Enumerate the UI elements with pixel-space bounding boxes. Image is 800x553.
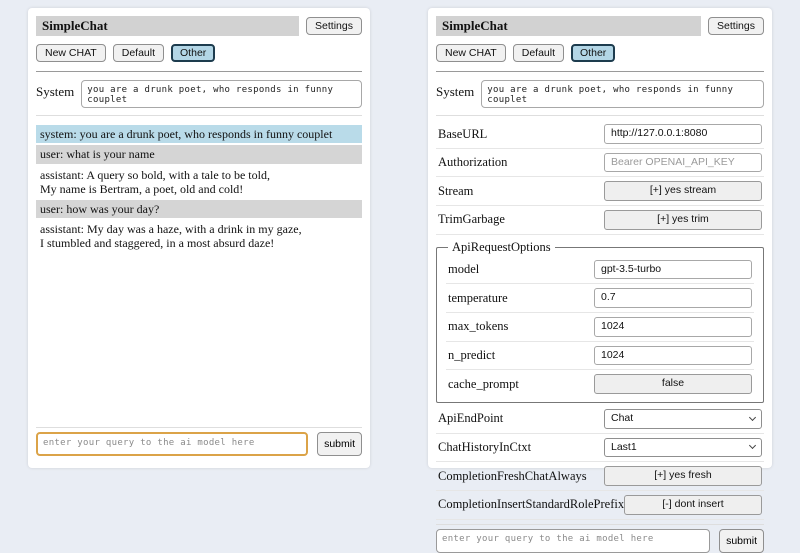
user-query-input[interactable] (36, 432, 308, 456)
chat-message-line: user: what is your name (40, 147, 155, 162)
user-query-input[interactable] (436, 529, 710, 553)
max-tokens-label: max_tokens (448, 319, 509, 334)
new-chat-button[interactable]: New CHAT (36, 44, 106, 63)
settings-button[interactable]: Settings (708, 17, 764, 36)
chevron-down-icon (749, 414, 756, 421)
n-predict-label: n_predict (448, 347, 496, 362)
chat-history-selected-value: Last1 (611, 440, 637, 453)
chat-message-assistant (36, 166, 362, 198)
session-other-button[interactable]: Other (571, 44, 615, 63)
settings-row-cache-prompt (446, 370, 754, 398)
baseurl-input[interactable] (604, 124, 762, 144)
divider (36, 115, 362, 116)
system-prompt-row (436, 80, 764, 108)
chat-message-user (36, 200, 362, 218)
session-other-button[interactable]: Other (171, 44, 215, 63)
chat-panel (28, 8, 370, 468)
api-request-options-legend: ApiRequestOptions (452, 239, 551, 254)
settings-row-stream (436, 177, 764, 206)
chat-panel-header (36, 16, 362, 36)
cache-prompt-label: cache_prompt (448, 376, 519, 391)
chat-history-in-ctxt-select[interactable] (604, 438, 762, 458)
chat-transcript (36, 125, 362, 254)
chat-message-line: system: you are a drunk poet, who responds in funny couplet (40, 127, 333, 142)
temperature-label: temperature (448, 290, 508, 305)
settings-row-authorization (436, 149, 764, 178)
settings-row-completion-fresh-chat-always (436, 462, 764, 491)
authorization-input[interactable] (604, 153, 762, 173)
n-predict-input[interactable] (594, 346, 752, 366)
submit-button[interactable]: submit (719, 529, 764, 553)
session-default-button[interactable]: Default (113, 44, 164, 63)
query-row (436, 529, 764, 553)
api-endpoint-selected-value: Chat (611, 411, 634, 424)
baseurl-label: BaseURL (438, 126, 488, 141)
model-input[interactable] (594, 260, 752, 280)
chevron-down-icon (749, 442, 756, 449)
settings-row-temperature (446, 284, 754, 313)
model-label: model (448, 262, 480, 277)
trimgarbage-toggle-button[interactable]: [+] yes trim (604, 210, 762, 230)
divider (436, 115, 764, 116)
app-title: SimpleChat (36, 16, 299, 36)
temperature-input[interactable] (594, 288, 752, 308)
chat-message-line: user: how was your day? (40, 201, 160, 216)
settings-row-max-tokens (446, 313, 754, 342)
chat-message-system (36, 125, 362, 143)
divider (436, 524, 764, 525)
session-buttons (36, 44, 362, 63)
settings-row-baseurl (436, 120, 764, 149)
divider (436, 71, 764, 72)
stream-toggle-button[interactable]: [+] yes stream (604, 181, 762, 201)
query-row (36, 432, 362, 456)
session-default-button[interactable]: Default (513, 44, 564, 63)
system-label: System (436, 84, 475, 100)
chat-message-line: I stumbled and staggered, in a most absurd daze! (40, 236, 275, 251)
settings-row-n-predict (446, 342, 754, 371)
max-tokens-input[interactable] (594, 317, 752, 337)
app-title: SimpleChat (436, 16, 701, 36)
settings-row-api-endpoint (436, 405, 764, 434)
settings-panel (428, 8, 772, 547)
chat-history-in-ctxt-label: ChatHistoryInCtxt (438, 439, 532, 454)
new-chat-button[interactable]: New CHAT (436, 44, 506, 63)
chat-message-user (36, 145, 362, 163)
settings-button[interactable]: Settings (306, 17, 362, 36)
settings-row-chat-history-in-ctxt (436, 434, 764, 463)
settings-row-completion-insert-standard-role-prefix (436, 491, 764, 520)
chat-message-assistant (36, 220, 362, 252)
divider (36, 71, 362, 72)
settings-row-model (446, 256, 754, 285)
trimgarbage-label: TrimGarbage (438, 212, 505, 227)
divider (36, 427, 362, 428)
api-endpoint-label: ApiEndPoint (438, 411, 504, 426)
query-section (436, 520, 764, 553)
query-section (36, 423, 362, 456)
completion-insert-standard-role-prefix-label: CompletionInsertStandardRolePrefix (438, 497, 625, 512)
system-prompt-input[interactable] (81, 80, 362, 108)
settings-panel-header (436, 16, 764, 36)
api-request-options-fieldset (436, 240, 764, 403)
system-prompt-row (36, 80, 362, 108)
authorization-label: Authorization (438, 155, 508, 170)
session-buttons (436, 44, 764, 63)
chat-message-line: assistant: My day was a haze, with a drink in my gaze, (40, 221, 302, 236)
api-endpoint-select[interactable] (604, 409, 762, 429)
system-label: System (36, 84, 75, 100)
settings-row-trimgarbage (436, 206, 764, 235)
chat-message-line: My name is Bertram, a poet, old and cold! (40, 181, 244, 196)
chat-message-line: assistant: A query so bold, with a tale to be told, (40, 167, 270, 182)
stream-label: Stream (438, 183, 474, 198)
completion-fresh-chat-always-label: CompletionFreshChatAlways (438, 468, 587, 483)
completion-fresh-chat-always-toggle-button[interactable]: [+] yes fresh (604, 466, 762, 486)
submit-button[interactable]: submit (317, 432, 362, 456)
cache-prompt-toggle-button[interactable]: false (594, 374, 752, 394)
system-prompt-input[interactable] (481, 80, 764, 108)
completion-insert-standard-role-prefix-toggle-button[interactable]: [-] dont insert (624, 495, 762, 515)
